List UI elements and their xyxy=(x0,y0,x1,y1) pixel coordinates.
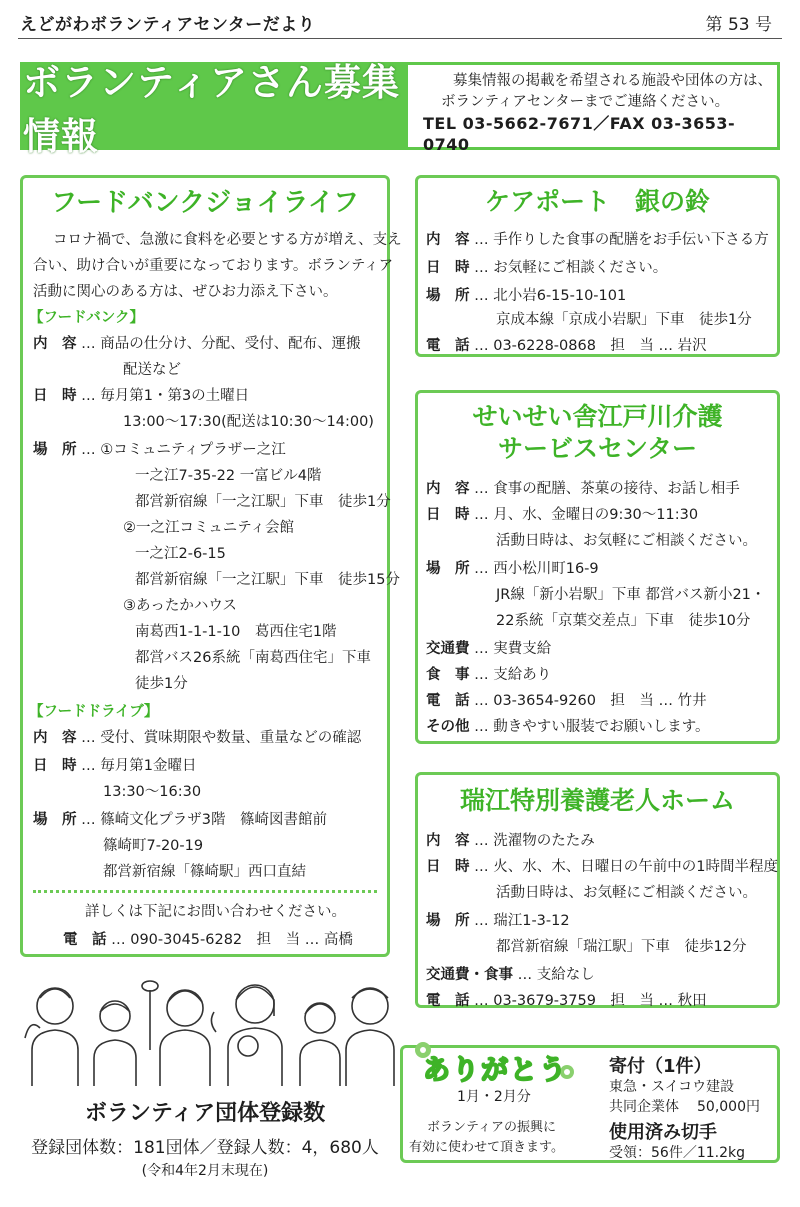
field-label: 場 所 xyxy=(426,561,470,577)
field-value: … 火、水、木、日曜日の午前中の1時間半程度 xyxy=(474,859,778,875)
field-value: … 支給なし xyxy=(517,967,595,983)
banner-contact xyxy=(423,71,773,155)
field-label: 場 所 xyxy=(33,442,77,458)
field-label: 内 容 xyxy=(33,730,77,746)
field-value-cont: 活動日時は、お気軽にご相談ください。 xyxy=(496,533,757,549)
foodbank-intro-2: 合い、助け合いが重要になっております。ボランティア xyxy=(33,258,394,274)
field-label: 電 話 xyxy=(426,693,470,709)
fooddrive-heading: 【フードドライブ】 xyxy=(29,704,159,720)
field-value: … 洗濯物のたたみ xyxy=(474,833,595,849)
field-value-cont: 篠崎町7-20-19 xyxy=(103,838,204,854)
field-value: … 商品の仕分け、分配、受付、配布、運搬 xyxy=(81,336,361,352)
donation-period: 1月・2月分 xyxy=(457,1089,531,1105)
mizue-title: 瑞江特別養護老人ホーム xyxy=(459,786,735,815)
banner-title: ボランティアさん募集情報 xyxy=(23,61,401,158)
field-value: … 食事の配膳、茶菓の接待、お話し相手 xyxy=(474,481,740,497)
careport-title: ケアポート 銀の鈴 xyxy=(484,187,710,216)
field-value: … 毎月第1金曜日 xyxy=(81,758,197,774)
recruitment-banner xyxy=(20,61,780,158)
stamps-received: 受領：56件／11.2kg xyxy=(609,1145,745,1161)
field-value-cont: 22系統「京葉交差点」下車 徒歩10分 xyxy=(496,613,751,629)
foodbank-intro-1: コロナ禍で、急激に食料を必要とする方が増え、支え xyxy=(53,232,402,248)
field-value-cont: 一之江7-35-22 一富ビル4階 xyxy=(135,468,322,484)
field-value-cont: ②一之江コミュニティ会館 xyxy=(123,520,295,536)
field-value: … 実費支給 xyxy=(474,641,552,657)
field-value-cont: 南葛西1-1-1-10 葛西住宅1階 xyxy=(135,624,337,640)
field-value: … お気軽にご相談ください。 xyxy=(474,260,668,276)
field-value-cont: 13:30～16:30 xyxy=(103,784,202,800)
foodbank-heading: 【フードバンク】 xyxy=(29,310,144,326)
inquiry-text: 詳しくは下記にお問い合わせください。 xyxy=(85,904,346,920)
field-value: … 動きやすい服装でお願いします。 xyxy=(474,719,710,735)
field-value-cont: 都営新宿線「一之江駅」下車 徒歩15分 xyxy=(135,572,400,588)
arigatou-title: ありがとう xyxy=(423,1055,568,1086)
field-label: 日 時 xyxy=(426,507,470,523)
field-value: … 受付、賞味期限や数量、重量などの確認 xyxy=(81,730,362,746)
volunteers-illustration-icon xyxy=(20,968,398,1088)
field-value-cont: 13:00～17:30(配送は10:30～14:00) xyxy=(123,414,374,430)
field-value: … 月、水、金曜日の9:30～11:30 xyxy=(474,507,699,523)
donation-title: 寄付（1件） xyxy=(609,1056,712,1077)
careport-box xyxy=(415,175,780,357)
field-label: その他 xyxy=(426,719,470,735)
foodbank-intro-3: 活動に関心のある方は、ぜひお力添え下さい。 xyxy=(33,284,338,300)
mizue-box xyxy=(415,772,780,1008)
field-value: … ①コミュニティプラザー之江 xyxy=(81,442,286,458)
field-label: 内 容 xyxy=(33,336,77,352)
seisei-box xyxy=(415,390,780,744)
field-label: 場 所 xyxy=(33,812,77,828)
donation-amount: 50,000円 xyxy=(697,1099,760,1115)
field-label: 電 話 xyxy=(426,993,470,1009)
field-value: … 支給あり xyxy=(474,667,552,683)
banner-line-2: ボランティアセンターまでご連絡ください。 xyxy=(441,94,730,110)
field-label: 電 話 xyxy=(426,338,470,354)
registration-block xyxy=(20,1096,390,1180)
field-label: 日 時 xyxy=(426,859,470,875)
field-label: 日 時 xyxy=(33,388,77,404)
registration-count: 登録団体数：181団体／登録人数：4，680人 xyxy=(31,1138,379,1158)
field-label: 内 容 xyxy=(426,481,470,497)
field-value-cont: 京成本線「京成小岩駅」下車 徒歩1分 xyxy=(496,312,752,328)
registration-title: ボランティア団体登録数 xyxy=(84,1101,326,1126)
field-label: 内 容 xyxy=(426,232,470,248)
field-label: 場 所 xyxy=(426,913,470,929)
header-divider xyxy=(18,38,782,39)
arigatou-badge xyxy=(409,1040,579,1084)
dotted-divider xyxy=(33,890,377,893)
seisei-title-2: サービスセンター xyxy=(497,434,697,463)
field-label: 交通費・食事 xyxy=(426,967,513,983)
volunteers-illustration xyxy=(20,968,398,1088)
foodbank-title: フードバンクジョイライフ xyxy=(50,188,360,218)
field-label: 内 容 xyxy=(426,833,470,849)
field-value: … 03-3679-3759 担 当 … 秋田 xyxy=(474,993,707,1009)
field-value-cont: 一之江2-6-15 xyxy=(135,546,226,562)
field-label: 電 話 xyxy=(63,932,107,948)
banner-tel: TEL 03-5662-7671／FAX 03-3653-0740 xyxy=(423,114,736,154)
seisei-title-1: せいせい舎江戸川介護 xyxy=(472,402,723,431)
field-value: … 西小松川町16-9 xyxy=(474,561,599,577)
field-value-cont: ③あったかハウス xyxy=(123,598,237,614)
thanks-message-1: ボランティアの振興に xyxy=(427,1120,556,1135)
donor-name-2: 共同企業体 xyxy=(609,1099,679,1115)
field-value: … 手作りした食事の配膳をお手伝い下さる方 xyxy=(474,232,769,248)
field-value: … 篠崎文化プラザ3階 篠崎図書館前 xyxy=(81,812,327,828)
field-value: … 03-3654-9260 担 当 … 竹井 xyxy=(474,693,707,709)
field-value: … 北小岩6-15-10-101 xyxy=(474,288,627,304)
foodbank-box xyxy=(20,175,402,957)
stamps-title: 使用済み切手 xyxy=(609,1122,717,1143)
field-value-cont: 都営バス26系統「南葛西住宅」下車 xyxy=(135,650,371,666)
field-value-cont: 都営新宿線「一之江駅」下車 徒歩1分 xyxy=(135,494,391,510)
newsletter-title: えどがわボランティアセンターだより xyxy=(20,15,316,35)
field-value-cont: JR線「新小岩駅」下車 都営バス新小21・ xyxy=(496,587,766,603)
field-value: … 毎月第1・第3の土曜日 xyxy=(81,388,250,404)
thanks-message-2: 有効に使わせて頂きます。 xyxy=(409,1140,564,1155)
donations-box xyxy=(400,1045,780,1163)
banner-title-block xyxy=(23,61,408,158)
field-value-cont: 都営新宿線「篠崎駅」西口直結 xyxy=(103,864,306,880)
field-label: 日 時 xyxy=(426,260,470,276)
donor-name: 東急・スイコウ建設 xyxy=(609,1079,735,1095)
field-value-cont: 都営新宿線「瑞江駅」下車 徒歩12分 xyxy=(496,939,747,955)
registration-note: (令和4年2月末現在) xyxy=(141,1163,269,1179)
issue-number: 第 53 号 xyxy=(705,15,772,35)
field-value: … 03-6228-0868 担 当 … 岩沢 xyxy=(474,338,707,354)
field-label: 食 事 xyxy=(426,667,470,683)
field-value-cont: 配送など xyxy=(123,362,181,378)
field-value-cont: 徒歩1分 xyxy=(135,676,188,692)
field-value-cont: 活動日時は、お気軽にご相談ください。 xyxy=(496,885,757,901)
field-value: … 瑞江1-3-12 xyxy=(474,913,570,929)
field-value: … 090-3045-6282 担 当 … 高橋 xyxy=(111,932,353,948)
field-label: 日 時 xyxy=(33,758,77,774)
field-label: 交通費 xyxy=(426,641,470,657)
banner-line-1: 募集情報の掲載を希望される施設や団体の方は、 xyxy=(453,73,772,89)
field-label: 場 所 xyxy=(426,288,470,304)
